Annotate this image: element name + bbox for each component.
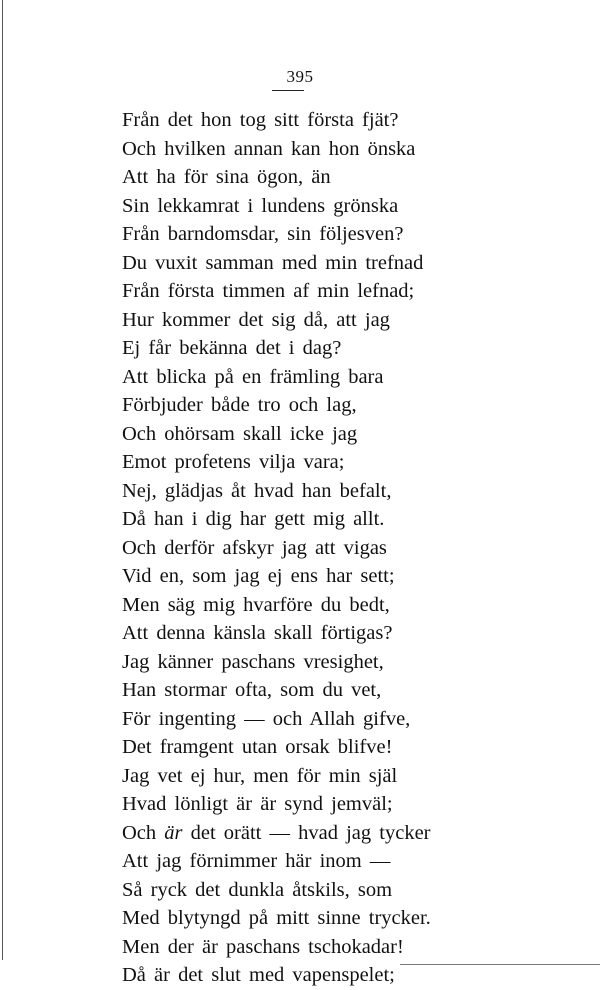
poem-line: Sin lekkamrat i lundens grönska xyxy=(122,194,399,217)
poem-line: Hur kommer det sig då, att jag xyxy=(122,308,390,331)
poem-line: Jag vet ej hur, men för min själ xyxy=(122,764,398,787)
poem-line: Att denna känsla skall förtigas? xyxy=(122,622,393,644)
poem-line: Från barndomsdar, sin följesven? xyxy=(122,223,404,245)
poem-line: Förbjuder både tro och lag, xyxy=(122,394,357,416)
page-edge-rule xyxy=(2,0,3,960)
poem-line: Emot profetens vilja vara; xyxy=(122,451,345,473)
page-bottom-rule xyxy=(400,964,600,965)
poem-line: Att blicka på en främling bara xyxy=(122,365,384,388)
poem-line: Och är det orätt — hvad jag tycker xyxy=(122,821,431,844)
poem-line: Då han i dig har gett mig allt. xyxy=(122,508,385,530)
poem-line: Du vuxit samman med min trefnad xyxy=(122,251,424,274)
poem-line: Jag känner paschans vresighet, xyxy=(122,650,384,673)
poem-line: Men der är paschans tschokadar! xyxy=(122,935,404,958)
poem-line: Och hvilken annan kan hon önska xyxy=(122,137,416,160)
poem-line: Och ohörsam skall icke jag xyxy=(122,422,358,445)
poem-line: Från första timmen af min lefnad; xyxy=(122,280,415,302)
poem-line: Men säg mig hvarföre du bedt, xyxy=(122,593,390,616)
poem-line: Ej får bekänna det i dag? xyxy=(122,337,342,359)
poem-line: Han stormar ofta, som du vet, xyxy=(122,679,382,701)
poem-line: För ingenting — och Allah gifve, xyxy=(122,707,411,730)
poem-text xyxy=(122,106,442,990)
poem-line: Och derför afskyr jag att vigas xyxy=(122,536,387,559)
poem-line: Så ryck det dunkla åtskils, som xyxy=(122,878,393,901)
poem-line: Hvad lönligt är är synd jemväl; xyxy=(122,793,393,815)
poem-line: Från det hon tog sitt första fjät? xyxy=(122,109,399,131)
poem-line: Nej, glädjas åt hvad han befalt, xyxy=(122,479,392,502)
poem-line: Med blytyngd på mitt sinne trycker. xyxy=(122,907,431,929)
page-number-underline xyxy=(272,90,304,91)
page-number: 395 xyxy=(286,67,314,86)
poem-line: Då är det slut med vapenspelet; xyxy=(122,964,395,986)
poem-line: Vid en, som jag ej ens har sett; xyxy=(122,565,395,587)
poem-line: Att ha för sina ögon, än xyxy=(122,166,331,188)
poem-line: Att jag förnimmer här inom — xyxy=(122,850,391,872)
poem-line: Det framgent utan orsak blifve! xyxy=(122,736,393,758)
